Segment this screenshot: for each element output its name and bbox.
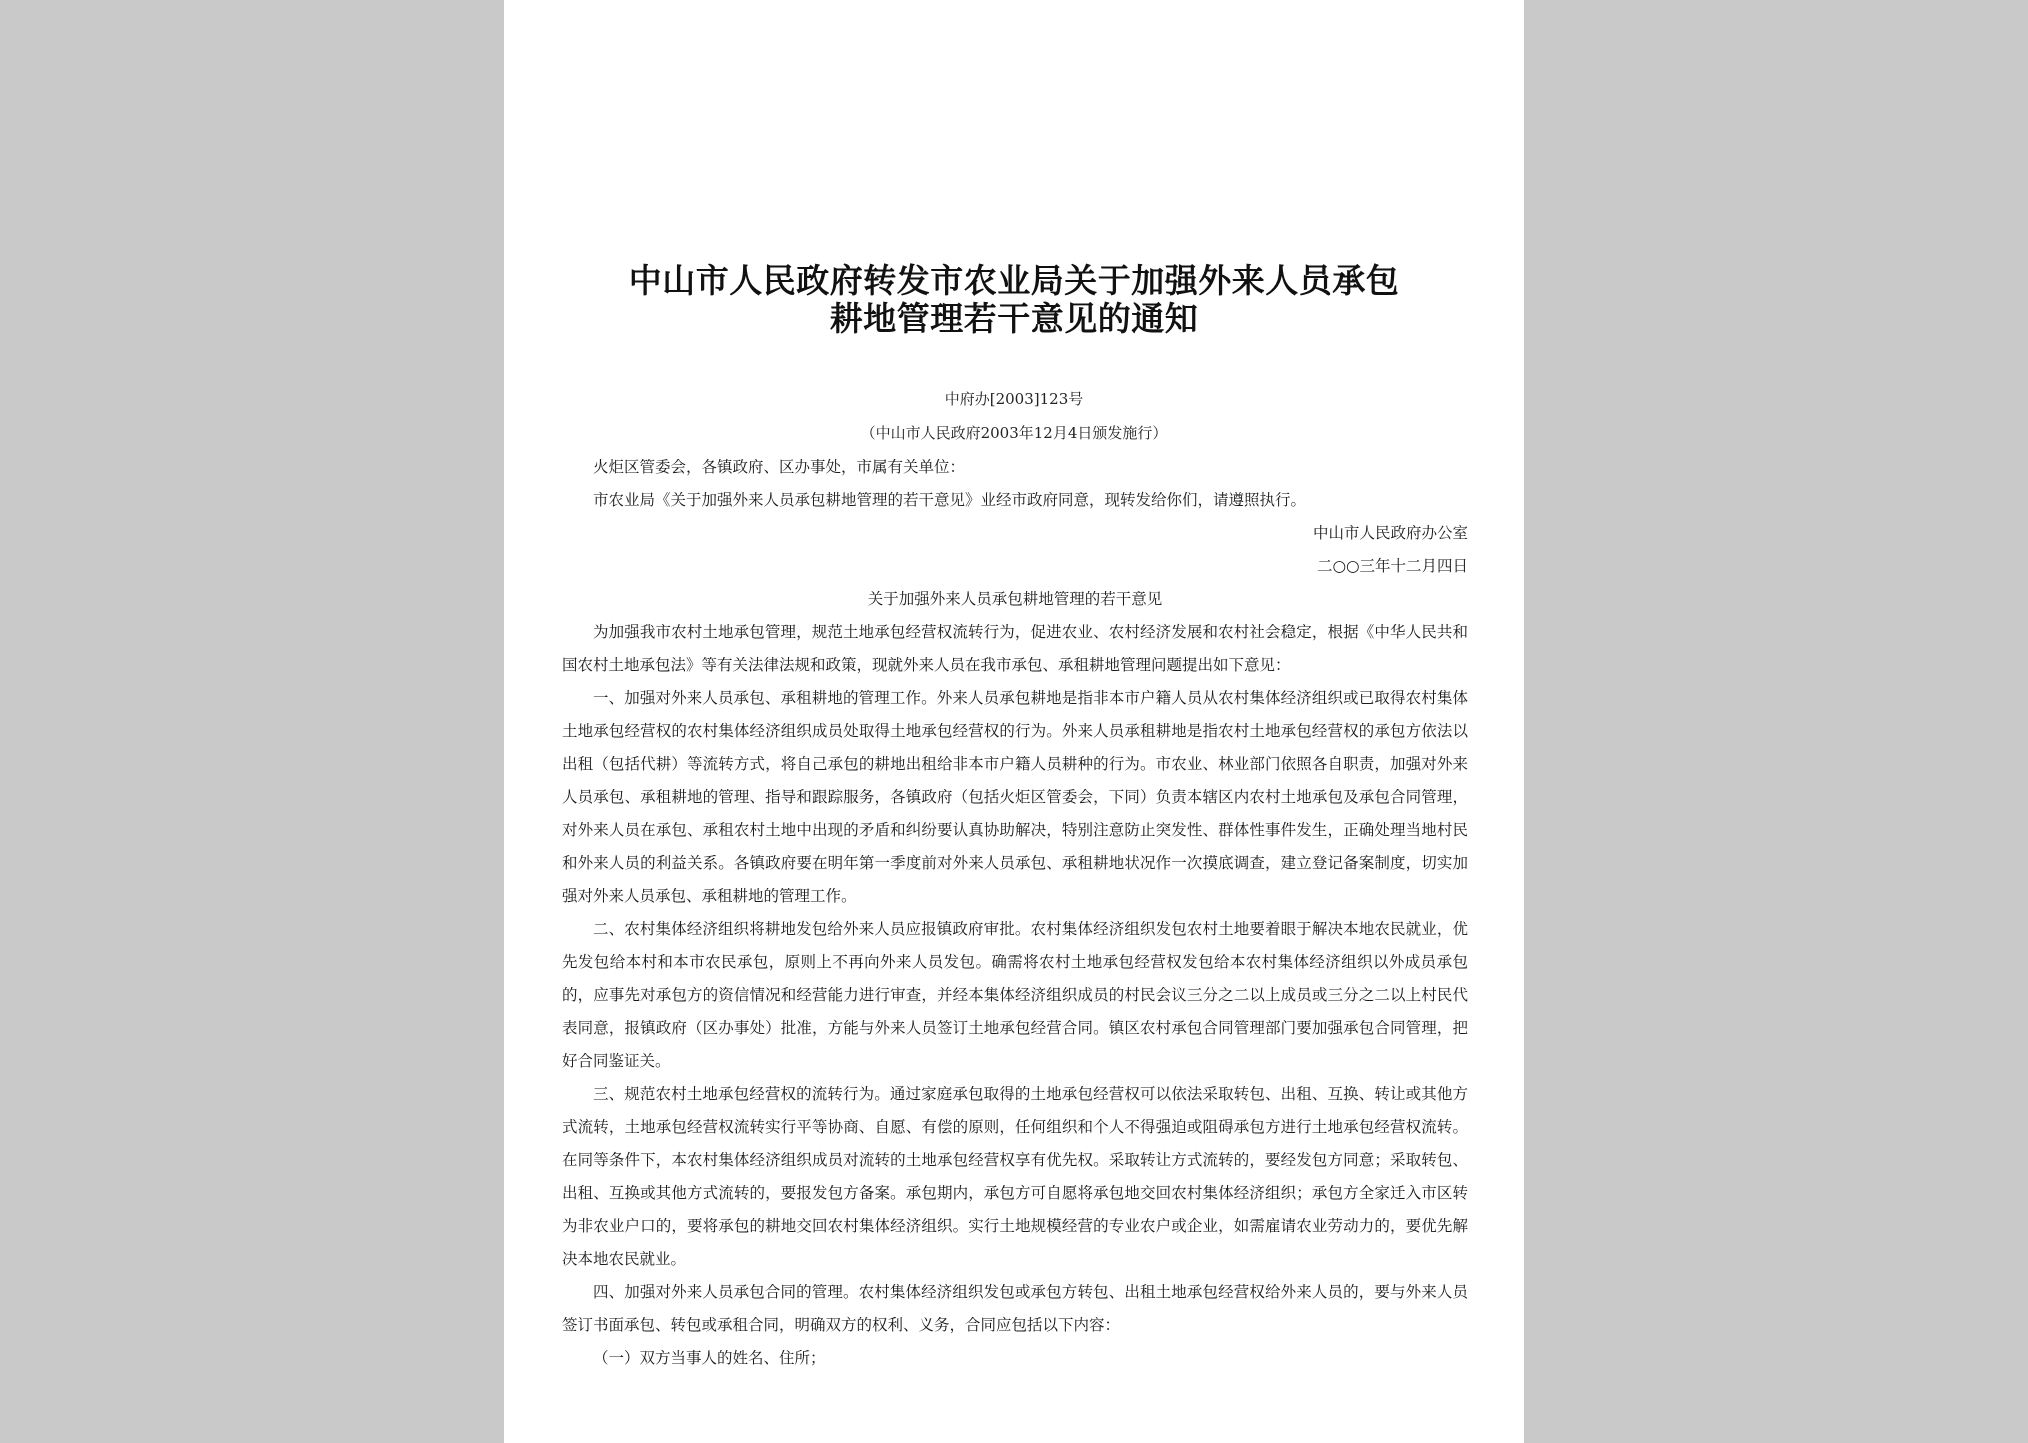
- title-line-2: 耕地管理若干意见的通知: [829, 299, 1199, 338]
- paragraph: （一）双方当事人的姓名、住所；: [593, 1349, 826, 1367]
- document-page: [504, 0, 1524, 1443]
- document-body: [562, 451, 1468, 1375]
- paragraph: 四、加强对外来人员承包合同的管理。农村集体经济组织发包或承包方转包、出租土地承包经营权给外来人员的，要与外来人员签订书面承包、转包或承租合同，明确双方的权利、义务，合同应包括以下内容：: [562, 1283, 1468, 1334]
- paragraph: 三、规范农村土地承包经营权的流转行为。通过家庭承包取得的土地承包经营权可以依法采取转包、出租、互换、转让或其他方式流转，土地承包经营权流转实行平等协商、自愿、有偿的原则，任何组织和个人不得强迫或阻碍承包方进行土地承包经营权流转。在同等条件下，本农村集体经济组织成员对流转的土地承包经营权享有优先权。采取转让方式流转的，要经发包方同意；采取转包、出租、互换或其他方式流转的，要报发包方备案。承包期内，承包方可自愿将承包地交回农村集体经济组织；承包方全家迁入市区转为非农业户口的，要将承包的耕地交回农村集体经济组织。实行土地规模经营的专业农户或企业，如需雇请农业劳动力的，要优先解决本地农民就业。: [562, 1085, 1468, 1268]
- issue-note: （中山市人民政府2003年12月4日颁发施行）: [860, 424, 1168, 442]
- forward-text: 市农业局《关于加强外来人员承包耕地管理的若干意见》业经市政府同意，现转发给你们，请遵照执行。: [593, 491, 1307, 509]
- title-line-1: 中山市人民政府转发市农业局关于加强外来人员承包: [628, 261, 1400, 300]
- document-title: [564, 262, 1464, 338]
- addressee: 火炬区管委会，各镇政府、区办事处，市属有关单位：: [593, 458, 966, 476]
- paragraph: 为加强我市农村土地承包管理，规范土地承包经营权流转行为，促进农业、农村经济发展和农村社会稳定，根据《中华人民共和国农村土地承包法》等有关法律法规和政策，现就外来人员在我市承包、承租耕地管理问题提出如下意见：: [562, 623, 1468, 674]
- sign-date: 二○○三年十二月四日: [1316, 557, 1468, 575]
- signer: 中山市人民政府办公室: [1312, 524, 1468, 542]
- paragraph: 一、加强对外来人员承包、承租耕地的管理工作。外来人员承包耕地是指非本市户籍人员从农村集体经济组织或已取得农村集体土地承包经营权的农村集体经济组织成员处取得土地承包经营权的行为。外来人员承租耕地是指农村土地承包经营权的承包方依法以出租（包括代耕）等流转方式，将自己承包的耕地出租给非本市户籍人员耕种的行为。市农业、林业部门依照各自职责，加强对外来人员承包、承租耕地的管理、指导和跟踪服务，各镇政府（包括火炬区管委会，下同）负责本辖区内农村土地承包及承包合同管理，对外来人员在承包、承租农村土地中出现的矛盾和纠纷要认真协助解决，特别注意防止突发性、群体性事件发生，正确处理当地村民和外来人员的利益关系。各镇政府要在明年第一季度前对外来人员承包、承租耕地状况作一次摸底调查，建立登记备案制度，切实加强对外来人员承包、承租耕地的管理工作。: [562, 689, 1468, 905]
- document-number: 中府办[2003]123号: [944, 390, 1084, 408]
- paragraph: 二、农村集体经济组织将耕地发包给外来人员应报镇政府审批。农村集体经济组织发包农村土地要着眼于解决本地农民就业，优先发包给本村和本市农民承包，原则上不再向外来人员发包。确需将农村土地承包经营权发包给本农村集体经济组织以外成员承包的，应事先对承包方的资信情况和经营能力进行审查，并经本集体经济组织成员的村民会议三分之二以上成员或三分之二以上村民代表同意，报镇政府（区办事处）批准，方能与外来人员签订土地承包经营合同。镇区农村承包合同管理部门要加强承包合同管理，把好合同鉴证关。: [562, 920, 1468, 1070]
- attachment-title: 关于加强外来人员承包耕地管理的若干意见: [867, 590, 1163, 608]
